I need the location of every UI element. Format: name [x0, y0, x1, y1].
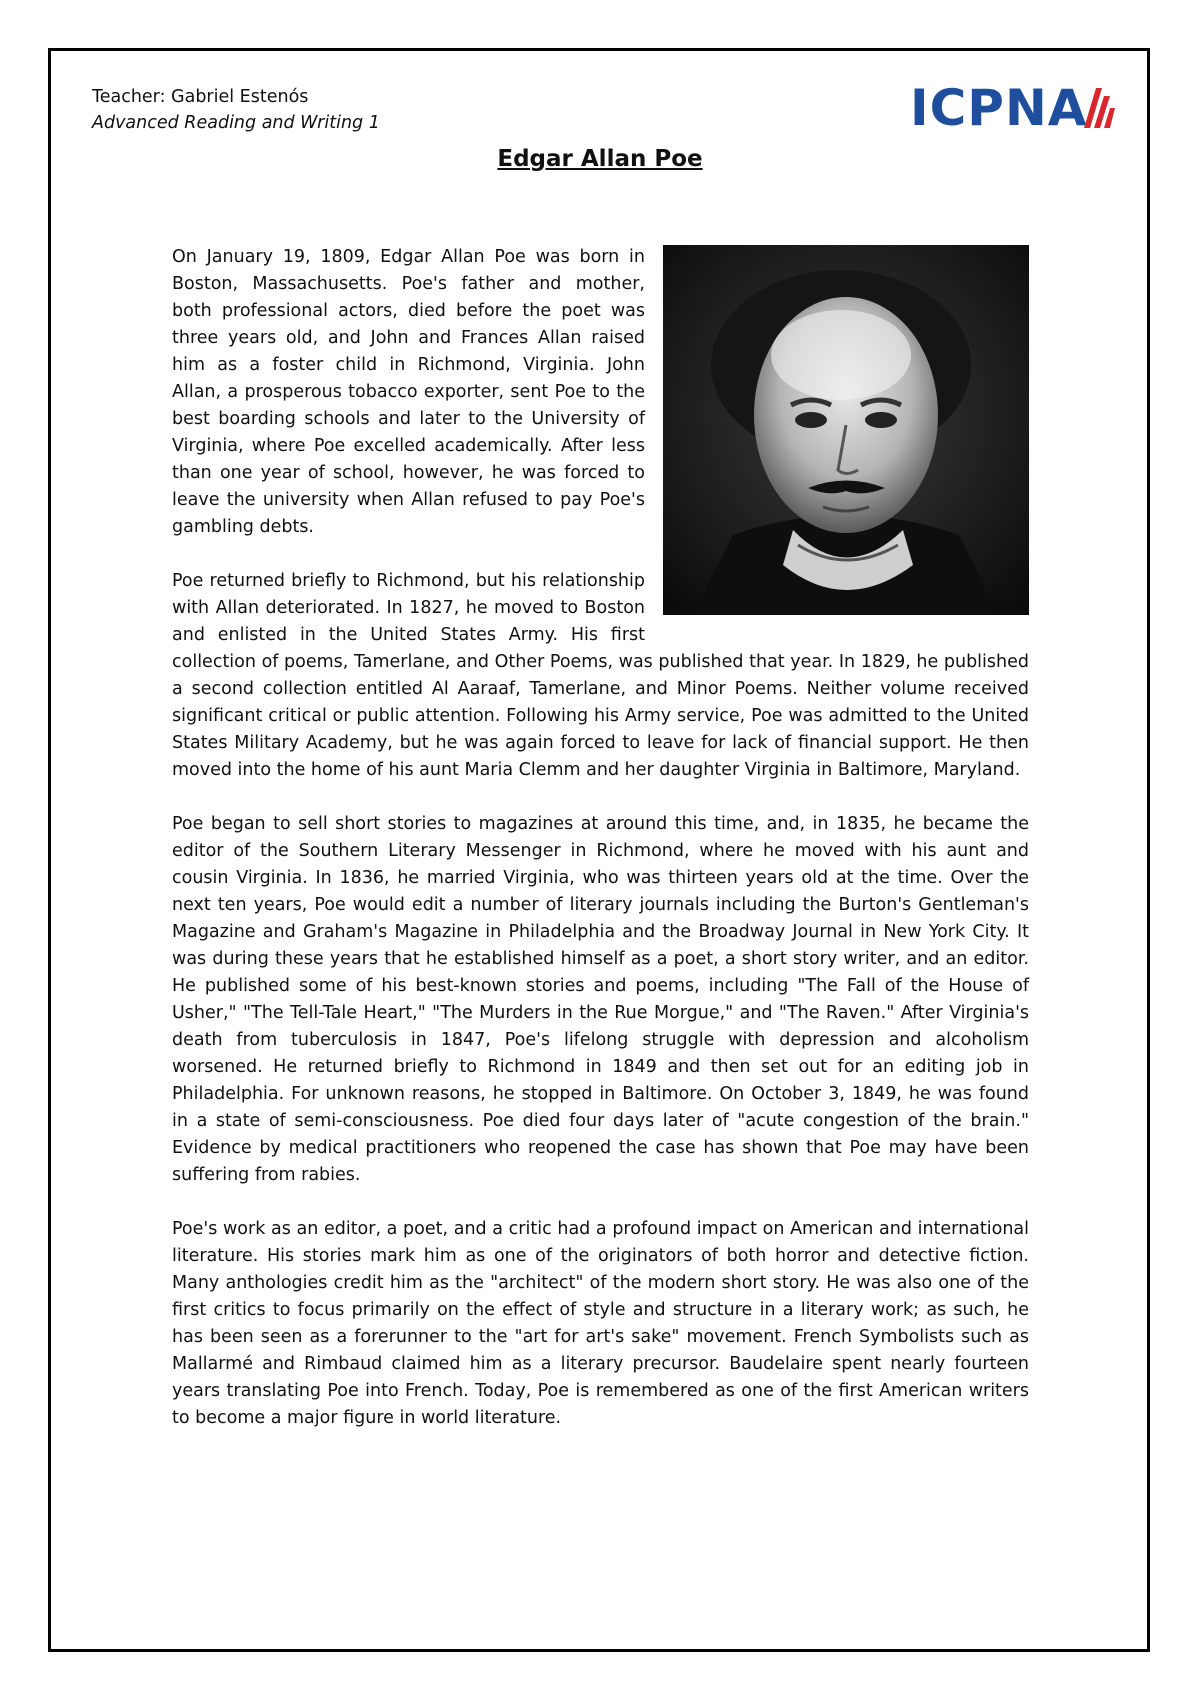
teacher-name: Teacher: Gabriel Estenós — [92, 87, 309, 107]
paragraph-2: Poe returned briefly to Richmond, but his relationship with Allan deteriorated. In 1827, he moved to Boston and enlisted in the United States Army. His first collection of poems, Tamerlane, and Other Poems, was published that year. In 1829, he published a second collection entitled Al Aaraaf, Tamerlane, and Minor Poems. Neither volume received significant critical or public attention. Following his Army service, Poe was admitted to the United States Military Academy, but he was again forced to leave for lack of financial support. He then moved into the home of his aunt Maria Clemm and her daughter Virginia in Baltimore, Maryland. — [172, 571, 1029, 780]
logo-stripe-3 — [1104, 108, 1115, 128]
logo-flag-stripes-icon — [1082, 84, 1116, 132]
paragraph-3: Poe began to sell short stories to magazines at around this time, and, in 1835, he became the editor of the Southern Literary Messenger in Richmond, where he moved with his aunt and cousin Virginia. In 1836, he married Virginia, who was thirteen years old at the time. Over the next ten years, Poe would edit a number of literary journals including the Burton's Gentleman's Magazine and Graham's Magazine in Philadelphia and the Broadway Journal in New York City. It was during these years that he established himself as a poet, a short story writer, and an editor. He published some of his best-known stories and poems, including "The Fall of the House of Usher," "The Tell-Tale Heart," "The Murders in the Rue Morgue," and "The Raven." After Virginia's death from tuberculosis in 1847, Poe's lifelong struggle with depression and alcoholism worsened. He returned briefly to Richmond in 1849 and then set out for an editing job in Philadelphia. For unknown reasons, he stopped in Baltimore. On October 3, 1849, he was found in a state of semi-consciousness. Poe died four days later of "acute congestion of the brain." Evidence by medical practitioners who reopened the case has shown that Poe may have been suffering from rabies. — [172, 814, 1029, 1185]
portrait-photo-icon — [663, 245, 1029, 615]
article-body — [172, 244, 1029, 1459]
document-title: Edgar Allan Poe — [497, 146, 703, 172]
paragraph-1: On January 19, 1809, Edgar Allan Poe was born in Boston, Massachusetts. Poe's father and mother, both professional actors, died before the poet was three years old, and John and Frances Allan raised him as a foster child in Richmond, Virginia. John Allan, a prosperous tobacco exporter, sent Poe to the best boarding schools and later to the University of Virginia, where Poe excelled academically. After less than one year of school, however, he was forced to leave the university when Allan refused to pay Poe's gambling debts. — [172, 247, 645, 537]
icpna-logo — [910, 79, 1116, 137]
document-header — [92, 84, 380, 136]
course-name: Advanced Reading and Writing 1 — [92, 113, 380, 133]
logo-text: ICPNA — [910, 79, 1088, 137]
paragraph-4: Poe's work as an editor, a poet, and a critic had a profound impact on American and international literature. His stories mark him as one of the originators of both horror and detective fiction. Many anthologies credit him as the "architect" of the modern short story. He was also one of the first critics to focus primarily on the effect of style and structure in a literary work; as such, he has been seen as a forerunner to the "art for art's sake" movement. French Symbolists such as Mallarmé and Rimbaud claimed him as a literary precursor. Baudelaire spent nearly fourteen years translating Poe into French. Today, Poe is remembered as one of the first American writers to become a major figure in world literature. — [172, 1219, 1029, 1428]
